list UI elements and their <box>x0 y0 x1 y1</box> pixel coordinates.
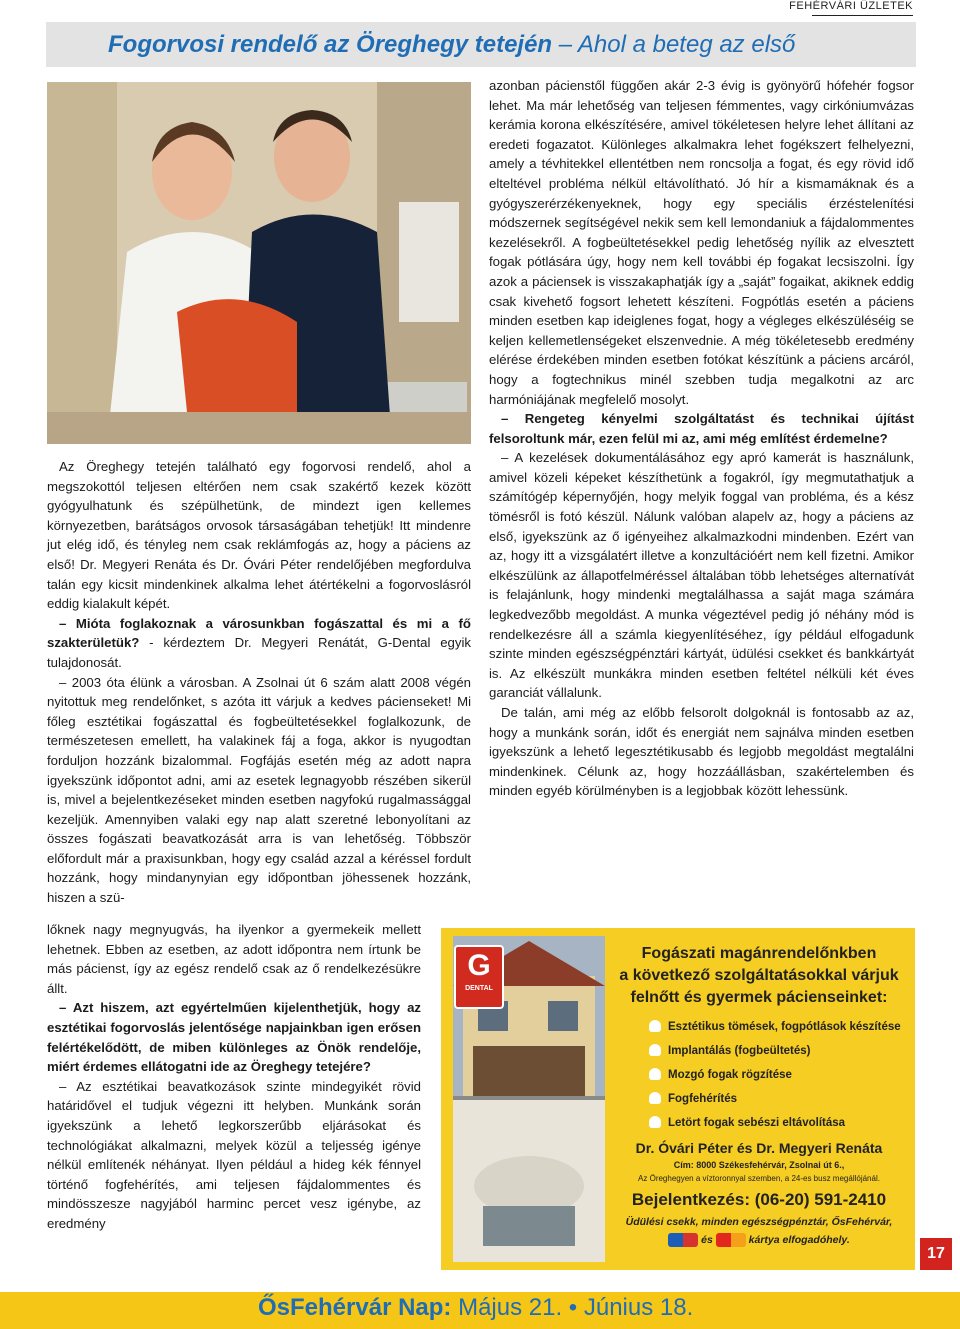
advertisement <box>441 928 915 1270</box>
section-tag: FEHÉRVÁRI ÜZLETEK <box>789 0 913 12</box>
dentists-photo <box>47 82 471 444</box>
answer-3: – A kezelések dokumentálásához egy apró kamerát is használunk, amivel közeli képeket készíthetünk a fogakról, így megmutathatjuk a számítógép képernyőjén, hogy melyik foggal van probléma, és a kész tömésről is fotó készül. Nálunk valóban alapelv az, hogy a páciens az első, igyekszünk az ő igényeihez alkalmazkodni mindenben. Ezért van az, hogy itt a vizsgálatért illetve a konzultációért nem kell fizetni. Amikor elkészülünk az állapotfelméréssel általában több lehetséges alternatívát is felajánlunk, hogy mindenki megtalálhassa a saját maga számára legkedvezőbb megoldást. A munka végeztével pedig jó néhány mód is rendelkezésre áll a számla kiegyenlítéséhez, így például elfogadunk szinte minden egészségpénztári kártyát, üdülési csekket és bankkártyát is. Az elkészült munkákra minden esetben feltétel nélküli két éves garanciát vállalunk. <box>489 450 914 701</box>
footer-brand: ŐsFehérvár Nap: <box>258 1294 452 1321</box>
service-label: Mozgó fogak rögzítése <box>668 1069 792 1081</box>
article-title-sub: – Ahol a beteg az első <box>552 31 796 58</box>
maestro-card-icon <box>668 1233 698 1247</box>
ad-payment-end: kártya elfogadóhely. <box>748 1234 850 1246</box>
service-item <box>649 1042 909 1066</box>
ad-payment <box>611 1213 907 1249</box>
question-1 <box>47 614 471 673</box>
service-label: Letört fogak sebészi eltávolítása <box>668 1117 846 1129</box>
page-number: 17 <box>920 1238 952 1270</box>
service-item <box>649 1018 909 1042</box>
service-label: Esztétikus tömések, fogpótlások készítése <box>668 1021 901 1033</box>
mastercard-icon <box>716 1233 746 1247</box>
tooth-icon <box>649 1116 661 1128</box>
question-1-text: – Mióta foglakoznak a városunkban fogászattal és mi a fő szakterületük? <box>47 615 471 651</box>
ad-heading-line-2: a következő szolgáltatásokkal várjuk <box>619 967 899 984</box>
question-2: – Azt hiszem, azt egyértelműen kijelenthetjük, hogy az esztétikai fogorvoslás jelentősége napjainkban igen erősen felértékelődött, de miben különleges az Önök rendelője, miért érdemes ellátogatni ide az Öreghegy tetejére? <box>47 1000 421 1075</box>
g-dental-logo-letter: G <box>467 949 491 982</box>
ad-directions: Az Öreghegyen a víztoronnyal szemben, a 24-es busz megállójánál. <box>638 1174 880 1183</box>
service-item <box>649 1114 909 1138</box>
dentists-photo-illustration <box>47 82 471 444</box>
answer-2: – Az esztétikai beavatkozások szinte mindegyikét rövid határidővel el tudjuk végezni itt helyben. Munkánk során igyekszünk a lehető legkorszerűbb eljárásokat és technológiákat alkalmazni, melyek közül a teljesség igénye nélkül említenék néhányat. Ilyen például a hideg kék fénnyel történő fogfehérítés, ami teljesen fájdalommentes és mindösszesze nagyjából harminc percet vesz igénybe, az eredmény <box>47 1078 421 1231</box>
right-column <box>489 76 914 801</box>
tooth-icon <box>649 1020 661 1032</box>
ad-heading-line-1: Fogászati magánrendelőnkben <box>641 945 877 962</box>
answer-2-continued: azonban pácienstől függően akár 2-3 évig is gyönyörű hófehér fogsor lehet. Ma már lehetőség van teljesen fémmentes, vagy cirkóniumvázas kerámia korona elkészítésére, amivel tökéletesen helyre lehet állítani az eredeti fogazatot. Különleges alkalmakra lehet fogékszert felhelyezni, amely a tévhitekkel ellentétben nem roncsolja a fogat, és egy rövid idő elteltével probléma nélkül eltávolítható. Jó hír a kismamáknak és a gyógyszerérzékenyeknek, hogy egy speciális érzéstelenítési módszernek segítségével nekik sem kell lemondaniuk a fájdalommentes kezelésekről. A fogbeültetésekkel pedig lehetőség nyílik az elvesztett fogak pótlására úgy, hogy nem kell további ép fogakat lecsiszolni. Így azok a páciensek is visszakaphatják így a „saját” fogaikat, akiknek eddig csak kivehető fogsort lehetett készíteni. Fogpótlás esetén a páciens minden esetben kap ideiglenes fogat, hogy a végleges elkészüléséig se keljen kellemetlenségeket elszenvednie. A még tökéletesebb eredmény elérése érdekében minden esetben fotókat készítünk a páciens arcáról, hogy a fogtechnikus minél szebben tudja megalkotni az arc harmóniájának megfelelő mosolyt. <box>489 78 914 407</box>
service-label: Implantálás (fogbeültetés) <box>668 1045 811 1057</box>
ad-payment-cards <box>611 1231 907 1249</box>
question-1-attribution: - kérdeztem Dr. Megyeri Renátát, G-Dental egyik tulajdonosát. <box>47 635 471 670</box>
service-item <box>649 1090 909 1114</box>
section-rule <box>812 15 913 16</box>
ad-payment-line: Üdülési csekk, minden egészségpénztár, ŐsFehérvár, <box>625 1216 893 1228</box>
left-column-bottom <box>47 920 421 1234</box>
article-title-main: Fogorvosi rendelő az Öreghegy tetején <box>108 31 553 58</box>
ad-doctors: Dr. Óvári Péter és Dr. Megyeri Renáta <box>635 1140 883 1156</box>
closing-paragraph: De talán, ami még az előbb felsorolt dolgoknál is fontosabb az az, hogy a munkánk során, időt és energiát nem sajnálva minden esetben igyekszünk a lehető legesztétikusabb és legjobb megoldást megtalálni mindenkinek. Célunk az, hogy hozzáállásban, szakértelemben és minden egyéb körülményben is a legjobbak között lehessünk. <box>489 705 914 799</box>
ad-address: Cím: 8000 Székesfehérvár, Zsolnai út 6., <box>673 1160 845 1170</box>
article-title <box>108 31 795 59</box>
ad-phone: Bejelentkezés: (06-20) 591-2410 <box>631 1190 887 1209</box>
g-dental-logo <box>454 945 504 1009</box>
footer-text <box>258 1294 693 1322</box>
left-column-top <box>47 457 471 908</box>
ad-payment-and: és <box>701 1234 713 1246</box>
footer-dates: Május 21. • Június 18. <box>451 1294 694 1321</box>
tooth-icon <box>649 1092 661 1104</box>
intro-paragraph: Az Öreghegy tetején található egy fogorvosi rendelő, ahol a megszokottól teljesen eltérően nem csak szakértő kezek között gyógyulhatunk és szépülhetünk, de mindezt igen kellemes környezetben, barátságos orvosok társaságában tehetjük! Itt mindenre jut elég idő, és tényleg nem csak reklámfogás az, hogy a páciens az első! Dr. Megyeri Renáta és Dr. Óvári Péter rendelőjében megfordulva talán egy kicsit mindenkinek alkalma lehet átértékelni a fogorvoslásról eddig kialakult képét. <box>47 459 471 612</box>
g-dental-logo-text: DENTAL <box>465 985 493 992</box>
ad-heading-line-3: felnőtt és gyermek pácienseinket: <box>630 989 888 1006</box>
answer-1: – 2003 óta élünk a városban. A Zsolnai út 6 szám alatt 2008 végén nyitottuk meg rendelőnket, s azóta itt várjuk a kedves pácienseket! Mi főleg esztétikai fogászattal és fogbeültetésekkel foglalkozunk, de természetesen emellett, ha valakinek fáj a foga, akkor is nyugodtan forduljon hozzánk bizalommal. Fogfájás esetén még az adott napra igyekszünk időpontot adni, ami az esetek legnagyobb részében sikerül is, mivel a bejelentkezéseket minden esetben nagyfokú rugalmassággal kezeljük. Amennyiben valaki egy nap alatt szeretné lebonyolítani az összes fogászati beavatkozását arra is van lehetőség. Többször előfordult már a praxisunkban, hogy egy család azzal a kéréssel fordult hozzánk, hogy mindanynyian egy időpontban jöhessenek hozzánk, hiszen a szü- <box>47 674 471 906</box>
question-3: – Rengeteg kényelmi szolgáltatást és technikai újítást felsoroltunk már, ezen felül mi az, ami még említést érdemelne? <box>489 411 914 446</box>
tooth-icon <box>649 1068 661 1080</box>
answer-1-continued: lőknek nagy megnyugvás, ha ilyenkor a gyermekeik mellett lehetnek. Ebben az esetben, az adott időpontra nem írtunk be más pácienst, így az egész rendelő csak az ő rendelkezésükre állt. <box>47 922 421 996</box>
service-label: Fogfehérítés <box>668 1093 738 1105</box>
tooth-icon <box>649 1044 661 1056</box>
service-item <box>649 1066 909 1090</box>
service-list <box>649 1018 909 1138</box>
